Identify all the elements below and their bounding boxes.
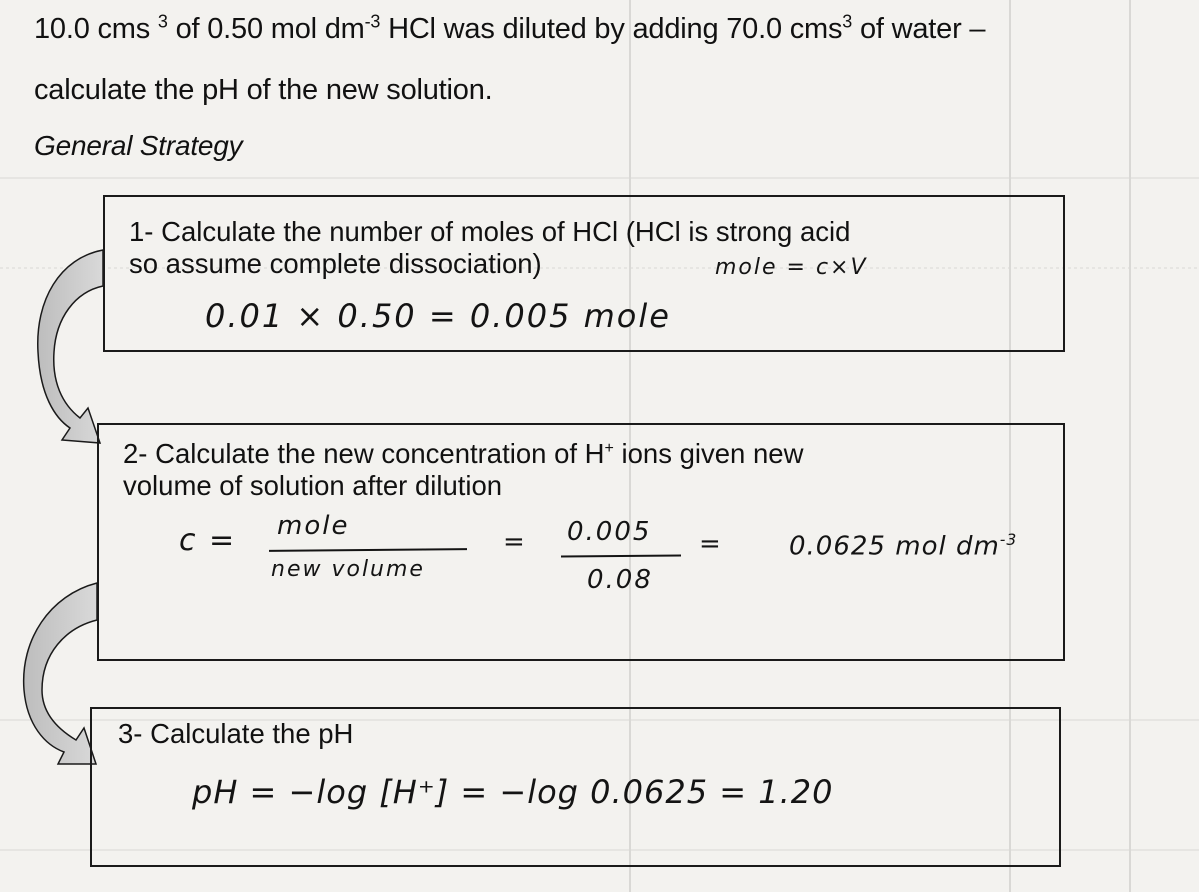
step-2-text-line-2: volume of solution after dilution: [123, 470, 503, 501]
step-1-text-line-1: 1- Calculate the number of moles of HCl (HCl is strong acid: [129, 216, 851, 247]
superscript: -3: [999, 531, 1018, 549]
step-2-numerator-1: mole: [277, 511, 350, 541]
fraction-bar-1: [269, 548, 467, 552]
step-2-lhs: c =: [179, 523, 237, 558]
question-text-part: 10.0 cms: [34, 13, 158, 45]
curved-arrow-1-icon: [38, 250, 103, 443]
strategy-heading: General Strategy: [34, 130, 243, 161]
step-1-annotation: mole = c×V: [715, 255, 868, 280]
step-1-text-line-2: so assume complete dissociation): [129, 248, 542, 279]
superscript: -3: [364, 11, 381, 32]
question-line-2: calculate the pH of the new solution.: [34, 74, 493, 106]
step-2-equals-2: =: [699, 529, 723, 559]
step-2-denominator-2: 0.08: [587, 565, 653, 595]
step-2-text-line-1: [123, 437, 803, 470]
step-2-equals-1: =: [503, 527, 527, 557]
superscript: 3: [157, 11, 168, 32]
step-1-working: 0.01 × 0.50 = 0.005 mole: [205, 297, 671, 335]
step-2-result-value: 0.0625 mol dm: [789, 531, 1000, 562]
step-3-text: 3- Calculate the pH: [118, 718, 354, 749]
question-text-part: of water –: [852, 13, 986, 45]
curved-arrow-2-icon: [24, 583, 97, 764]
step-2-box: [97, 423, 1065, 661]
step-3-working: pH = −log [H⁺] = −log 0.0625 = 1.20: [192, 773, 834, 811]
step-2-result: [789, 531, 1017, 562]
step-2-numerator-2: 0.005: [567, 517, 652, 547]
step-1-box: [103, 195, 1065, 352]
question-text-part: HCl was diluted by adding 70.0 cms: [380, 13, 843, 45]
step-2-text-part: ions given new: [613, 438, 804, 469]
question-text-part: of 0.50 mol dm: [167, 13, 365, 45]
fraction-bar-2: [561, 554, 681, 557]
step-2-denominator-1: new volume: [271, 557, 425, 582]
superscript: 3: [842, 11, 853, 32]
step-2-text-part: 2- Calculate the new concentration of H: [123, 438, 605, 469]
step-3-box: [90, 707, 1061, 867]
superscript: +: [604, 439, 614, 457]
